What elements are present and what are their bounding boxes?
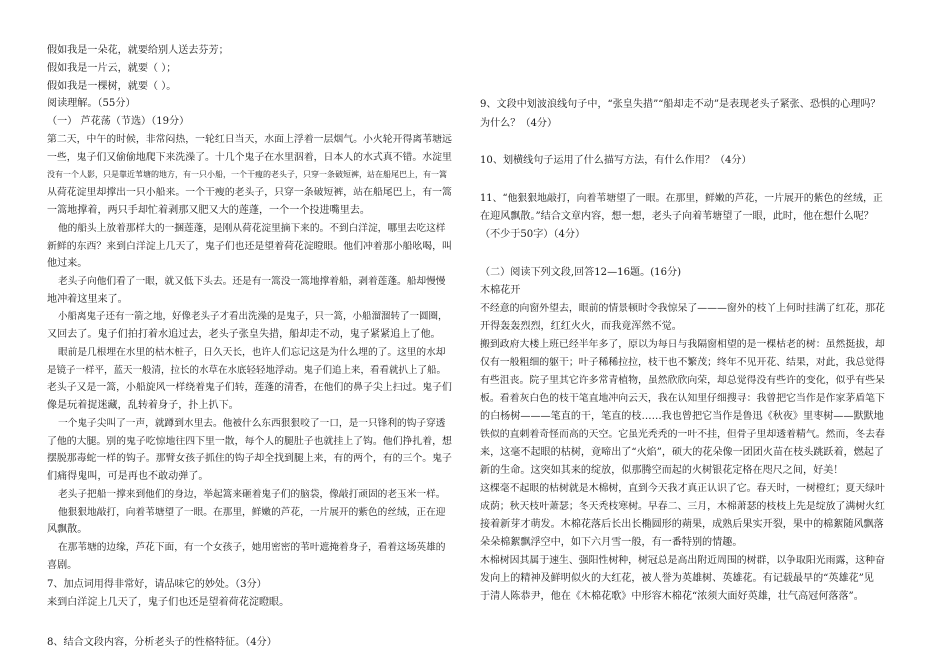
passage-line: 又回去了。鬼子们拍打着水追过去，老头子张皇失措，船却走不动，鬼子紧紧追上了他。 [47,329,441,340]
passage2-line: 成荫；秋天枝叶萧瑟；冬天秃枝寒树。早春二、三月，木棉萧瑟的枝枝上先是绽放了满树火红 [480,501,885,512]
poem-line-blank: 假如我是一棵树，就要（ ）。 [47,81,177,92]
passage-title: （一） 芦花荡（节选）（19分） [47,116,190,127]
passage-line: 他的船头上放着那样大的一捆莲蓬，是刚从荷花淀里摘下来的。不到白洋淀，哪里去吃这样 [58,223,446,234]
poem-line-blank: 假如我是一片云，就要（ ）； [47,63,177,74]
passage2-line: 板。看着灰白色的枝干笔直地冲向云天，我在认知里仔细搜寻：我曾把它当作是作家茅盾笔下 [480,393,885,404]
question-11-cont: 在迎风飘散。”结合文章内容，想一想，老头子向着苇塘望了一眼，此时，他在想什么呢？ [480,211,874,222]
passage2-line: 来，这毫不起眼的枯树，竟啼出了“火焰”，硕大的花朵像一团团火苗在枝头跳跃着，燃起了 [480,447,884,458]
passage2-line: 搬到政府大楼上班已经半年多了，原以为每日与我隔窗相望的是一棵枯老的树：虽然挺拔，却 [480,339,885,350]
passage-line: 老头子又是一篙，小船旋风一样绕着鬼子们转，莲蓬的清香，在他们的鼻子尖上扫过。鬼子们 [47,382,452,393]
passage2-line: 发向上的精神及鲜明似火的大红花，被人誉为英雄树、英雄花。有记载最早的“英雄花”见 [480,573,874,584]
passage-line: 他狠狠地敲打，向着苇塘望了一眼。在那里，鲜嫩的芦花，一片展开的紫色的丝绒，正在迎 [58,507,446,518]
passage2-line: 木棉树因其属于速生、强阳性树种，树冠总是高出附近周围的树群，以争取阳光雨露，这种奋 [480,555,885,566]
question-7-quote: 来到白洋淀上几天了，鬼子们也还是望着荷花淀瞪眼。 [47,597,290,608]
passage-line: 喜剧。 [47,560,78,571]
passage-line: 没有一个人影，只是靠近苇塘的地方，有一只小船，一个干瘦的老头子，只穿一条破短裤，站在船尾巴上，有一篙 [47,170,447,179]
passage2-line: 这棵毫不起眼的枯树就是木棉树，直到今天我才真正认识了它。春天时，一树橙红；夏天绿叶 [480,483,885,494]
question-10: 10、划横线句子运用了什么描写方法，有什么作用？（4分） [480,155,752,166]
passage-line: 老头子把船一撑来到他们的身边，举起篙来砸着鬼子们的脑袋，像敲打顽固的老玉米一样。 [58,489,446,500]
question-11: 11、“他狠狠地敲打，向着苇塘望了一眼。在那里，鲜嫩的芦花，一片展开的紫色的丝绒，正 [480,193,883,204]
passage2-line: 开得轰轰烈烈，红红火火，而我竟浑然不觉。 [480,321,682,332]
passage-line: 小船离鬼子还有一箭之地，好像老头子才看出洗澡的是鬼子，只一篙，小船溜溜转了一圆圈， [58,311,448,322]
passage-line: 眼前是几根埋在水里的枯木桩子，日久天长，也许人们忘记这是为什么埋的了。这里的水却 [58,347,446,358]
passage-line: 他过来。 [47,258,88,269]
section-heading: 阅读理解。（55分） [47,98,136,109]
passage2-line: 接着新芽才萌发。木棉花落后长出长椭圆形的蒴果，成熟后果实开裂，果中的棉絮随风飘落 [480,519,884,530]
passage2-line: 仅有一般粗细的躯干；叶子稀稀拉拉，枝干也不繁茂；终年不见开花、结果，对此，我总觉得 [480,357,885,368]
passage2-line: 于清人陈恭尹，他在《木棉花歌》中形容木棉花“浓须大面好英雄，壮气高冠何落落”。 [480,591,864,602]
question-8: 8、结合文段内容，分析老头子的性格特征。（4分） [47,637,277,648]
passage-line: 风飘散。 [47,524,88,535]
passage2-line: 不经意的向窗外望去，眼前的情景顿时令我惊呆了———窗外的枝丫上何时挂满了红花，那花 [480,303,885,314]
passage-line: 一个鬼子尖叫了一声，就蹲到水里去。他被什么东西狠狠咬了一口，是一只锋利的钩子穿透 [58,418,446,429]
passage-line: 摆脱那毒蛇一样的钩子。那臂女孩子抓住的钩子却全找到腿上来，有的两个，有的三个。鬼子 [47,453,452,464]
passage2-line: 铁似的直刺着奇怪而高的天空。它虽光秃秃的一叶不挂，但骨子里却透着精气。然而，冬去春 [480,429,885,440]
passage-line: 们痛得鬼叫，可是再也不敢动弹了。 [47,471,209,482]
passage-line: 从荷花淀里却撑出一只小船来。一个干瘦的老头子，只穿一条破短裤，站在船尾巴上，有一篙 [47,187,452,198]
passage2-line: 的白杨树———笔直的干，笔直的枝……我也曾把它当作是鲁迅《秋夜》里枣树——默默地 [480,411,884,422]
passage-line: 是镜子一样平，蓝天一般清，拉长的水草在水底轻轻地浮动。鬼子们追上来，看看就扒上了船。 [47,365,447,376]
passage-line: 第二天，中午的时候，非常闷热，一轮红日当天，水面上浮着一层烟气。小火轮开得离苇塘远 [47,134,452,145]
passage-line: 在那苇塘的边缘，芦花下面，有一个女孩子，她用密密的苇叶遮掩着身子，看着这场英雄的 [58,542,446,553]
section-heading-2: （二）阅读下列文段,回答12—16题。(16分) [480,267,682,278]
passage2-line: 新的生命。这突如其来的绽放，似那腾空而起的火树银花定格在咫尺之间，好美！ [480,465,844,476]
question-9: 9、文段中划波浪线句子中，“张皇失措”“船却走不动”是表现老头子紧张、恐惧的心理吗？ [480,99,881,110]
question-11-cont: （不少于50字）（4分） [480,229,586,240]
passage-line: 像是玩着捉迷藏，乱转着身子，扑上扒下。 [47,400,239,411]
passage-line: 地冲着这里来了。 [47,294,128,305]
passage-line: 老头子向他们看了一眼，就又低下头去。还是有一篙没一篙地撑着船，剥着莲蓬。船却慢慢 [58,276,446,287]
question-7: 7、加点词用得非常好，请品味它的妙处。（3分） [47,579,267,590]
passage-title-2: 木棉花开 [480,285,521,296]
passage2-line: 有些沮丧。院子里其它许多常青植物，虽然欣欣向荣，却总觉得没有些许的变化，似乎有些呆 [480,375,885,386]
poem-line: 假如我是一朵花，就要给别人送去芬芳； [47,45,229,56]
passage-line: 了他的大腿。别的鬼子吃惊地往四下里一散，每个人的腿肚子也就挂上了钩。他们挣扎着，想 [47,436,452,447]
passage-line: 新鲜的东西？来到白洋淀上几天了，鬼子们也还是望着荷花淀瞪眼。他们冲着那小船吆喝，叫 [47,241,452,252]
question-9-cont: 为什么？（4分） [480,118,558,129]
passage-line: 一些，鬼子们又偷偷地爬下来洗澡了。十几个鬼子在水里泅着，日本人的水式真不错。水淀里 [47,152,452,163]
passage-line: 一篙地撑着，两只手却忙着剥那又肥又大的莲蓬，一个一个投进嘴里去。 [47,205,370,216]
passage2-line: 朵朵棉絮飘浮空中，如下六月雪一般，有一番特别的情趣。 [480,537,743,548]
